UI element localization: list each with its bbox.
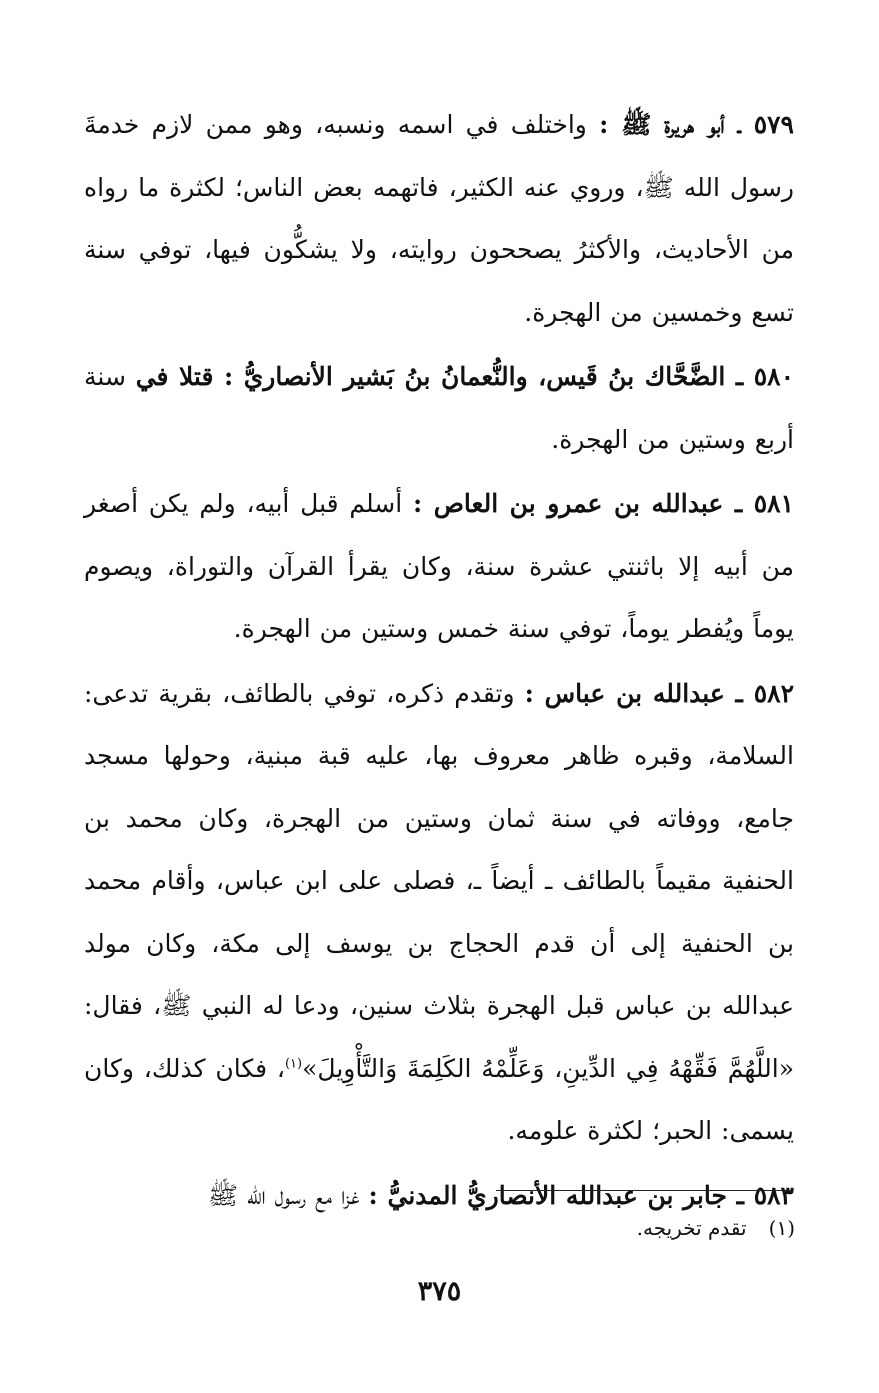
entry-text: أسلم قبل أبيه، ولم يكن أصغر من أبيه إلا باثنتي عشرة سنة، وكان يقرأ القرآن والتوراة، ويصوم يوماً ويُفطر يوماً، توفي سنة خمس وستين من الهجرة. — [84, 489, 794, 643]
entry-heading: عبدالله بن عمرو بن العاص : — [412, 489, 724, 518]
footnote-reference[interactable]: (١) — [284, 1056, 303, 1072]
entry-heading: جابر بن عبدالله الأنصاريُّ المدنيُّ : — [368, 1180, 727, 1210]
entry-text: غزا مع رسول الله ﷺ — [207, 1180, 369, 1210]
entry-separator: ـ — [725, 362, 754, 391]
entry-number: ٥٨٠ — [753, 362, 795, 391]
footnote-divider — [496, 1190, 792, 1191]
entry-579 — [84, 94, 794, 344]
entry-text: سنة أربع وستين من الهجرة. — [84, 362, 794, 454]
entry-heading: الضَّحَّاك بنُ قَيس، والنُّعمانُ بنُ بَشير الأنصاريُّ : قتلا في — [135, 362, 726, 391]
page-content — [84, 94, 794, 1229]
footnote-number: (١) — [768, 1216, 795, 1240]
entry-number: ٥٨٢ — [753, 678, 795, 708]
entry-number: ٥٨١ — [753, 489, 794, 518]
entry-separator: ـ — [724, 678, 754, 708]
entry-separator: ـ — [726, 1180, 754, 1210]
body-text — [84, 94, 794, 1227]
entry-number: ٥٨٣ — [753, 1180, 794, 1210]
entry-text: وتقدم ذكره، توفي بالطائف، بقرية تدعى: السلامة، وقبره ظاهر معروف بها، عليه قبة مبنية، وحولها مسجد جامع، ووفاته في سنة ثمان وستين من الهجرة، وكان محمد بن الحنفية مقيماً بالطائف ـ أيضاً ـ، فصلى على ابن عباس، وأقام محمد بن الحنفية إلى أن قدم الحجاج بن يوسف إلى مكة، وكان مولد عبدالله بن عباس قبل الهجرة بثلاث سنين، ودعا له النبي ﷺ، فقال: «اللَّهُمَّ فَقِّهْهُ فِي الدِّينِ، وَعَلِّمْهُ الكَلِمَةَ وَالتَّأْوِيلَ» — [84, 678, 794, 1083]
footnote — [85, 1208, 795, 1248]
entry-582 — [84, 663, 794, 1163]
page-number: ٣٧٥ — [417, 1276, 462, 1307]
entry-text-continued: ، فكان كذلك، وكان يسمى: الحبر؛ لكثرة علومه. — [84, 1053, 794, 1145]
entry-heading: أبو هريرة ﷺ : — [599, 110, 725, 139]
entry-heading: عبدالله بن عباس : — [524, 678, 725, 708]
entry-number: ٥٧٩ — [753, 110, 794, 139]
entry-581 — [84, 473, 794, 661]
entry-text: واختلف في اسمه ونسبه، وهو ممن لازم خدمةَ رسول الله ﷺ، وروي عنه الكثير، فاتهمه بعض الناس؛ لكثرة ما رواه من الأحاديث، والأكثرُ يصححون روايته، ولا يشكُّون فيها، توفي سنة تسع وخمسين من الهجرة. — [84, 110, 794, 327]
entry-separator: ـ — [723, 489, 754, 518]
footnote-text: تقدم تخريجه. — [636, 1216, 747, 1240]
entry-separator: ـ — [724, 110, 754, 139]
entry-580 — [84, 346, 794, 471]
